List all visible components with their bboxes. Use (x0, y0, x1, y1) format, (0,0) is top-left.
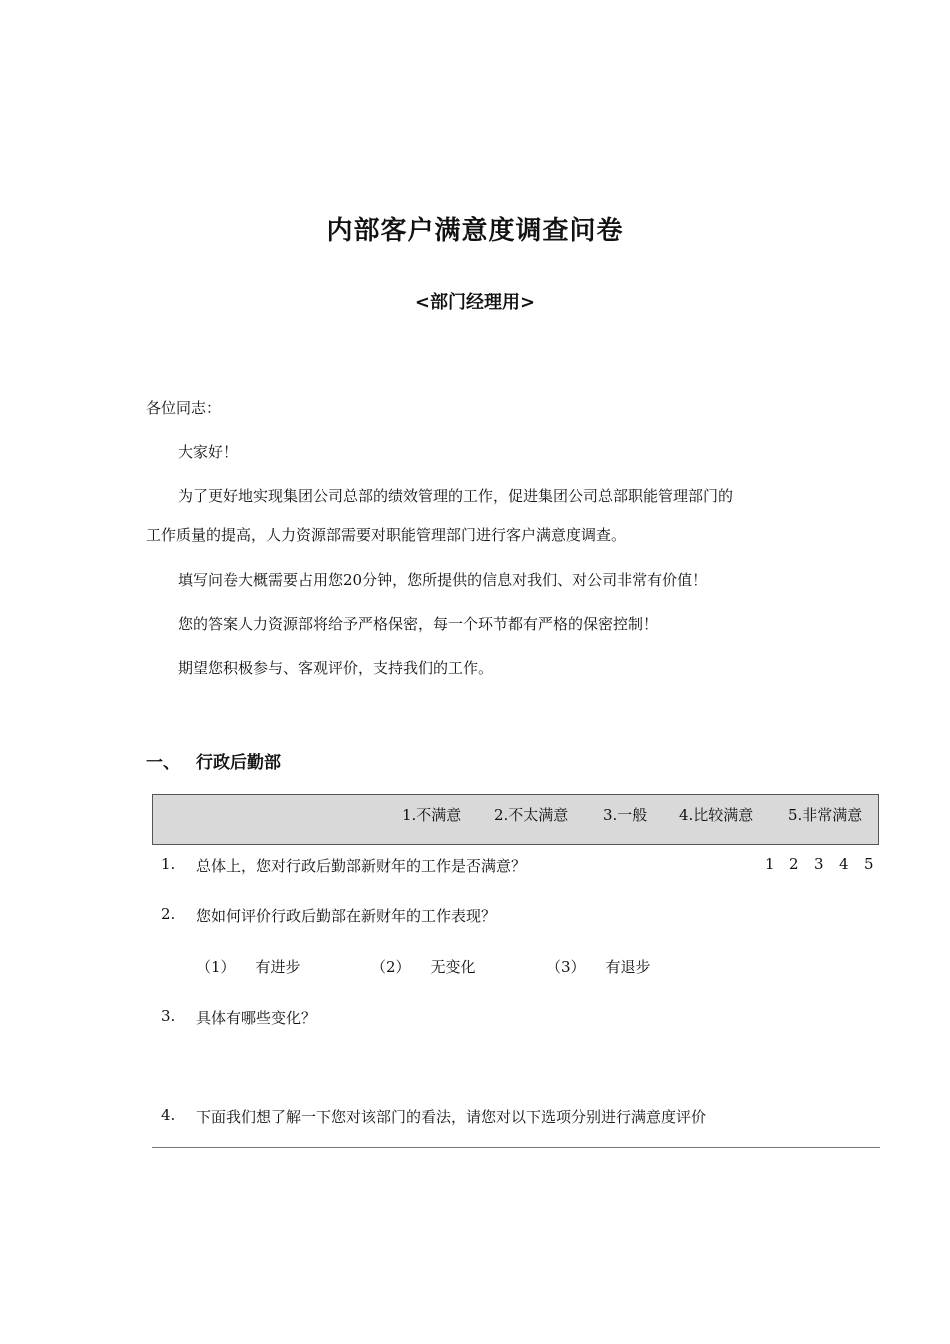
rating-option-2[interactable]: 2 (789, 855, 799, 873)
option-label: 有进步 (255, 958, 301, 976)
table-top-rule (152, 1147, 880, 1148)
question-number: 2. (161, 905, 176, 923)
option-number: （1） (196, 958, 236, 976)
option-label: 无变化 (430, 958, 476, 976)
scale-label: 4.比较满意 (679, 806, 754, 824)
answer-option-declined[interactable] (546, 956, 651, 977)
scale-label: 2.不太满意 (494, 806, 569, 824)
scale-label: 3.一般 (603, 806, 648, 824)
intro-paragraph: 填写问卷大概需要占用您20分钟，您所提供的信息对我们、对公司非常有价值！ (178, 571, 708, 589)
scale-label: 1.不满意 (402, 806, 462, 824)
option-number: （3） (546, 958, 586, 976)
rating-option-1[interactable]: 1 (765, 855, 775, 873)
question-number: 4. (161, 1106, 176, 1124)
page-title: 内部客户满意度调查问卷 (326, 216, 624, 246)
intro-paragraph: 期望您积极参与、客观评价，支持我们的工作。 (178, 659, 494, 677)
section-heading (146, 748, 281, 773)
answer-option-improved[interactable] (196, 956, 301, 977)
question-text: 下面我们想了解一下您对该部门的看法，请您对以下选项分别进行满意度评价 (196, 1108, 707, 1126)
question-number: 1. (161, 855, 176, 873)
intro-paragraph: 工作质量的提高，人力资源部需要对职能管理部门进行客户满意度调查。 (146, 526, 627, 544)
section-number: 一、 (146, 753, 180, 773)
question-text: 具体有哪些变化？ (196, 1009, 317, 1027)
question-number: 3. (161, 1007, 176, 1025)
rating-option-5[interactable]: 5 (864, 855, 874, 873)
question-text: 您如何评价行政后勤部在新财年的工作表现？ (196, 907, 497, 925)
rating-option-4[interactable]: 4 (839, 855, 849, 873)
option-number: （2） (371, 958, 411, 976)
intro-paragraph: 大家好！ (178, 443, 239, 461)
answer-option-unchanged[interactable] (371, 956, 476, 977)
rating-option-3[interactable]: 3 (814, 855, 824, 873)
page-subtitle: <部门经理用> (414, 292, 536, 313)
intro-paragraph: 您的答案人力资源部将给予严格保密，每一个环节都有严格的保密控制！ (178, 615, 659, 633)
greeting: 各位同志： (146, 399, 222, 417)
scale-label: 5.非常满意 (788, 806, 863, 824)
option-label: 有退步 (605, 958, 651, 976)
rating-scale-legend (152, 794, 879, 845)
intro-paragraph: 为了更好地实现集团公司总部的绩效管理的工作，促进集团公司总部职能管理部门的 (178, 487, 734, 505)
question-text: 总体上，您对行政后勤部新财年的工作是否满意？ (196, 857, 527, 875)
section-title: 行政后勤部 (196, 753, 281, 773)
